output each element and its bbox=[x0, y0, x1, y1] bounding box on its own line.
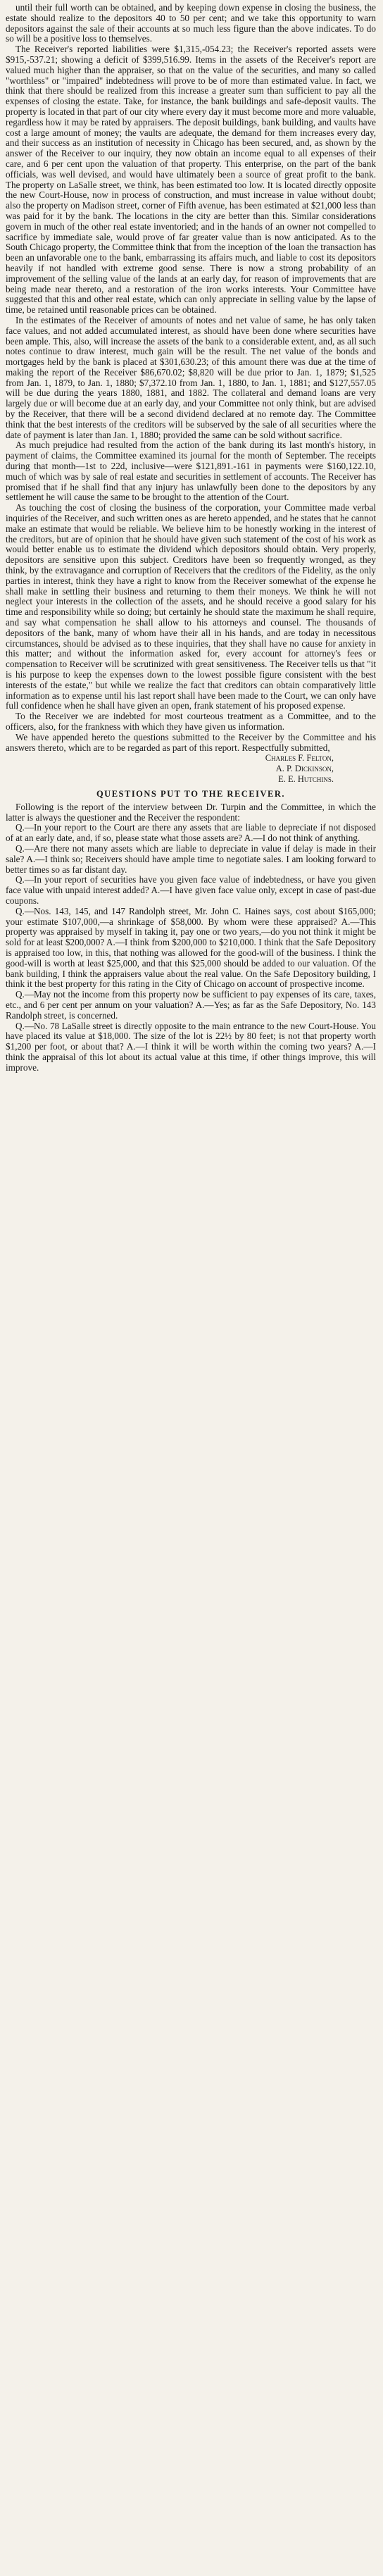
signatory-3: E. E. Hutchins. bbox=[278, 773, 334, 784]
paragraph-journal-examination: As much prejudice had resulted from the action of the bank during its last month's history, in payment of claims, the Committee examined its journal for the month of September. The receipts during that month—1st to 22d, inclusive—were $121,891.-161 in payments were $160,122.10, much of which was by sale of real estate and securities in settlement of accounts. The Receiver has promised that if he shall find that any injury has unlawfully been done to the depositors by any settlement he will cause the same to be brought to the attention of the Court. bbox=[6, 440, 376, 503]
qa-item: Q.—In your report of securities have you given face value of indebtedness, or have you given face value with unpaid interest added? A.—I have given face value only, except in case of past-due coupons. bbox=[6, 874, 376, 906]
qa-item: Q.—Nos. 143, 145, and 147 Randolph street, Mr. John C. Haines says, cost about $165,000; your estimate $107,000,—a shrinkage of $58,000. By whom were these appraised? A.—This property was appraised by myself in taking it, pay one or two years,—do you not think it might be sold for at least $200,000? A.—I think from $200,000 to $210,000. I think that the Safe Depository is appraised too low, in this, that nothing was allowed for the good-will of the business. I think the good-will is worth at least $25,000, and that this $25,000 should be added to our valuation. Of the bank building, I think the appraisers value about the real value. On the Safe Depository building, I think it the best property for this rating in the City of Chicago on account of prospective income. bbox=[6, 905, 376, 990]
qa-item: Q.—No. 78 LaSalle street is directly opposite to the main entrance to the new Court-House. You have placed its value at $18,000. The size of the lot is 22½ by 80 feet; is not that property worth $1,200 per foot, or about that? A.—I think it will be worth within the coming two years? A.—I think the appraisal of this lot about its actual value at this time, if other things improve, this will improve. bbox=[6, 1020, 376, 1073]
paragraph-liabilities-assets: The Receiver's reported liabilities were $1,315,-054.23; the Receiver's reported assets were $915,-537.21; showing a deficit of $399,516.99. Items in the assets of the Receiver's report are valued much higher than the appraiser, so that on the value of the securities, and many so called "worthless" or "impaired" indebtedness will prove to be of more than estimated value. In fact, we think that there should be realized from this increase a greater sum than sufficient to pay all the expenses of closing the estate. Take, for instance, the bank buildings and safe-deposit vaults. The property is located in that part of our city where every day it must become more and more valuable, regardless how it may be rated by appraisers. The deposit buildings, bank building, and vaults have cost a large amount of money; the vaults are adequate, the demand for them increases every day, and their success as an institution of necessity in Chicago has been secured, and, as shown by the answer of the Receiver to our inquiry, they now obtain an income equal to all expenses of their care, and 6 per cent upon the valuation of that property. This enterprise, on the part of the bank officials, was well devised, and would have ultimately been a source of great profit to the bank. The property on LaSalle street, we think, has been estimated too low. It is located directly opposite the new Court-House, now in process of construction, and must increase in value without doubt; also the property on Madison street, corner of Fifth avenue, has been estimated at $21,000 less than was paid for it by the bank. The locations in the city are better than this. Similar considerations govern in much of the other real estate inventoried; and in the hands of an owner not compelled to sacrifice by immediate sale, would prove of far greater value than is now anticipated. As to the South Chicago property, the Committee think that from the inception of the loan the transaction has been an unfavorable one to the bank, embarrassing its affairs much, and liable to cost its depositors heavily if not handled with extreme good sense. There is now a strong probability of an improvement of the selling value of the lands at an early day, for reason of improvements that are being made near thereto, and a restoration of the iron works interests. Your Committee have suggested that this and other real estate, which can only appreciate in selling value by the lapse of time, be retained until reasonable prices can be obtained. bbox=[6, 44, 376, 316]
paragraph-appended-questions: We have appended hereto the questions submitted to the Receiver by the Committee and his answers thereto, which are to be regarded as part of this report. Respectfully submitted, bbox=[6, 731, 376, 753]
paragraph-closing-costs: As touching the cost of closing the business of the corporation, your Committee made verbal inquiries of the Receiver, and such written ones as are hereto appended, and he states that he cannot make an estimate that would be reliable. We believe him to be honestly working in the interest of the creditors, but are of opinion that he should have given such statement of the cost of his work as would better enable us to estimate the dividend which depositors should obtain. Very properly, depositors are sensitive upon this subject. Creditors have been so frequently wronged, as they think, by the extravagance and corruption of Receivers that the creditors of the Fidelity, as the only parties in interest, think they have a right to know from the Receiver somewhat of the expense he shall make in settling their business and returning to them their moneys. We think he will not neglect your interests in the collection of the assets, and he should receive a good salary for his time and responsibility while so doing; but certainly he should state the maximum he shall require, and say what compensation he shall allow to his attorneys and counsel. The thousands of depositors of the bank, many of whom have their all in his hands, and are today in necessitous circumstances, should be advised as to these inquiries, that they shall have no cause for anxiety in this matter; and without the information asked for, every account for attorney's fees or compensation to Receiver will be scrutinized with great sensitiveness. The Receiver tells us that "it is his purpose to keep the expenses down to the lowest possible figure consistent with the best interests of the estate," but while we realize the fact that creditors can obtain comparatively little information as to expense until his last report shall have been made to the Court, we can only have full confidence when he shall have given an open, frank statement of his proposed expense. bbox=[6, 502, 376, 711]
newspaper-column bbox=[0, 0, 383, 1076]
questions-heading: QUESTIONS PUT TO THE RECEIVER. bbox=[96, 788, 286, 799]
qa-item: Q.—Are there not many assets which are liable to depreciate in value if delay is made in their sale? A.—I think so; Receivers should have ample time to negotiate sales. I am looking forward to better times so as far distant day. bbox=[6, 842, 376, 875]
questions-intro: Following is the report of the interview between Dr. Turpin and the Committee, in which the latter is always the questioner and the Receiver the respondent: bbox=[6, 801, 376, 823]
signatory-1: Charles F. Felton, bbox=[265, 753, 334, 764]
paragraph-acknowledgement: To the Receiver we are indebted for most courteous treatment as a Committee, and to the officers, also, for the frankness with which they have given us information. bbox=[6, 711, 376, 732]
signatory-2: A. P. Dickinson, bbox=[275, 764, 334, 774]
paragraph-notes-estimates: In the estimates of the Receiver of amounts of notes and net value of same, he has only taken face values, and not added accumulated interest, as should have been done where securities have been ample. This, also, will increase the assets of the bank to a considerable extent, and, as all such notes continue to draw interest, much gain will be the result. The net value of the bonds and mortgages held by the bank is placed at $301,630.23; of this amount there was due at the time of making the report of the Receiver $86,670.02; $8,820 will be due prior to Jan. 1, 1879; $1,525 from Jan. 1, 1879, to Jan. 1, 1880; $7,372.10 from Jan. 1, 1880, to Jan. 1, 1881; and $127,557.05 will be due during the years 1880, 1881, and 1882. The collateral and demand loans are very largely due or will become due at an early day, and your Committee not only think, but are advised by the Receiver, that there will be a second dividend declared at no remote day. The Committee think that the best interests of the creditors will be subserved by the sale of all securities where the date of payment is later than Jan. 1, 1880; provided the same can be sold without sacrifice. bbox=[6, 314, 376, 440]
qa-item: Q.—In your report to the Court are there any assets that are liable to depreciate if not disposed of at an early date, and, if so, please state what those assets are? A.—I do not think of anything. bbox=[6, 822, 376, 844]
paragraph-recovery-estimate: until their full worth can be obtained, and by keeping down expense in closing the business, the estate should realize to the depositors 40 to 50 per cent; and we take this opportunity to warn depositors against the sale of their accounts at so much less figure than the above indicates. To do so will be a positive loss to themselves. bbox=[6, 2, 376, 44]
qa-item: Q.—May not the income from this property now be sufficient to pay expenses of its care, taxes, etc., and 6 per cent per annum on your valuation? A.—Yes; as far as the Safe Depository, No. 143 Randolph street, is concerned. bbox=[6, 989, 376, 1021]
